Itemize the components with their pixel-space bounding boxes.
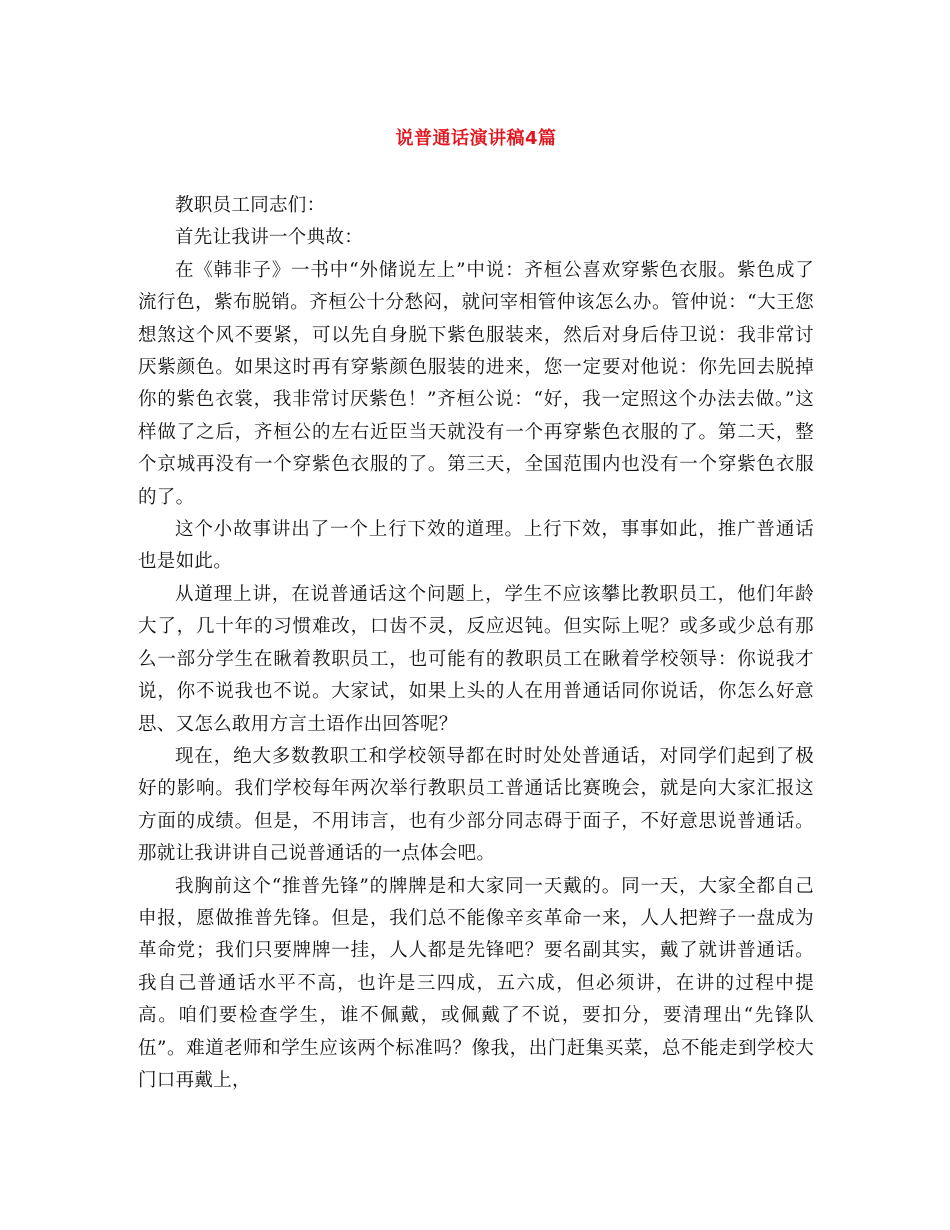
document-title: 说普通话演讲稿4篇 (395, 128, 557, 149)
paragraph-reasoning: 从道理上讲，在说普通话这个问题上，学生不应该攀比教职员工，他们年龄大了，几十年的习惯难改，口齿不灵，反应迟钝。但实际上呢？或多或少总有那么一部分学生在瞅着教职员工，也可能有的教职员工在瞅着学校领导：你说我才说，你不说我也不说。大家试，如果上头的人在用普通话同你说话，你怎么好意思、又怎么敢用方言土语作出回答呢？ (138, 583, 814, 735)
paragraph-moral: 这个小故事讲出了一个上行下效的道理。上行下效，事事如此，推广普通话也是如此。 (138, 519, 814, 573)
paragraph-personal-experience: 我胸前这个“推普先锋”的牌牌是和大家同一天戴的。同一天，大家全都自己申报，愿做推普先锋。但是，我们总不能像辛亥革命一来，人人把辫子一盘成为革命党；我们只要牌牌一挂，人人都是先锋吧？要名副其实，戴了就讲普通话。我自己普通话水平不高，也许是三四成，五六成，但必须讲，在讲的过程中提高。咱们要检查学生，谁不佩戴，或佩戴了不说，要扣分，要清理出“先锋队伍”。难道老师和学生应该两个标准吗？像我，出门赶集买菜，总不能走到学校大门口再戴上， (138, 875, 814, 1091)
paragraph-salutation: 教职员工同志们： (175, 195, 326, 216)
document-body (138, 190, 814, 1097)
paragraph-intro: 首先让我讲一个典故： (175, 227, 364, 249)
paragraph-current-status: 现在，绝大多数教职工和学校领导都在时时处处普通话，对同学们起到了极好的影响。我们学校每年两次举行教职员工普通话比赛晚会，就是向大家汇报这方面的成绩。但是，不用讳言，也有少部分同志碍于面子，不好意思说普通话。那就让我讲讲自己说普通话的一点体会吧。 (138, 745, 814, 865)
paragraph-story: 在《韩非子》一书中“外储说左上”中说：齐桓公喜欢穿紫色衣服。紫色成了流行色，紫布脱销。齐桓公十分愁闷，就问宰相管仲该怎么办。管仲说：“大王您想煞这个风不要紧，可以先自身脱下紫色服装来，然后对身后侍卫说：我非常讨厌紫颜色。如果这时再有穿紫颜色服装的进来，您一定要对他说：你先回去脱掉你的紫色衣裳，我非常讨厌紫色！”齐桓公说：“好，我一定照这个办法去做。”这样做了之后，齐桓公的左右近臣当天就没有一个再穿紫色衣服的了。第二天，整个京城再没有一个穿紫色衣服的了。第三天，全国范围内也没有一个穿紫色衣服的了。 (138, 259, 814, 508)
